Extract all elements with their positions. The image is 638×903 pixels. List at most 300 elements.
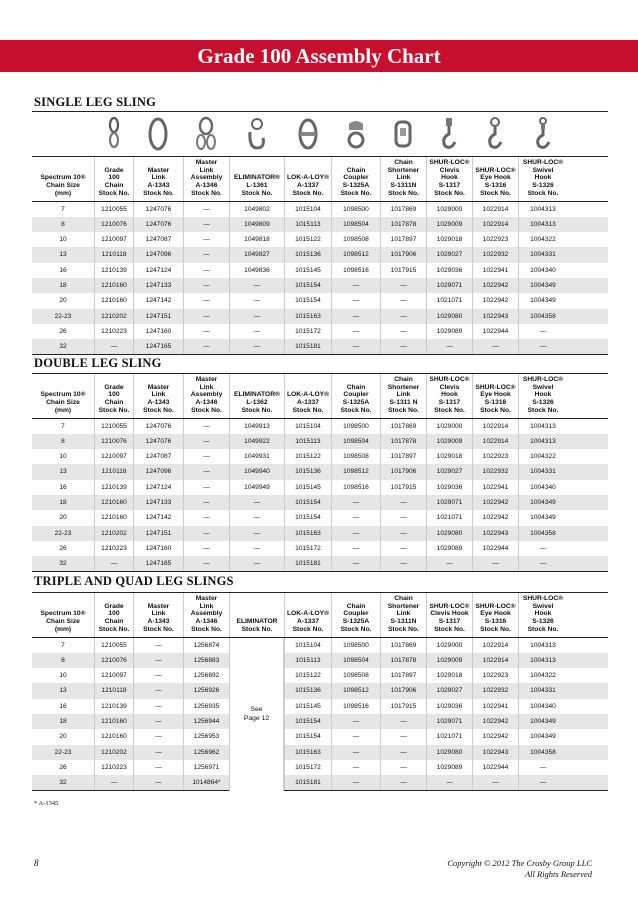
table-cell: 1004331 (518, 683, 567, 698)
table-cell: 13 (59, 468, 67, 476)
table-cell: 1022942 (472, 278, 518, 293)
table-cell: 1017915 (380, 263, 426, 278)
table-cell: — (331, 775, 380, 790)
table-cell: — (229, 339, 284, 354)
table-row (32, 714, 608, 729)
table-cell: 1022932 (472, 464, 518, 479)
table-cell: 1004340 (518, 699, 567, 714)
table-cell: 1210139 (94, 699, 133, 714)
column-header: Spectrum 10® Chain Size (mm) (40, 391, 86, 414)
table-cell: 1015145 (284, 263, 331, 278)
table-cell: 7 (61, 422, 65, 430)
table-cell: 1015136 (284, 247, 331, 262)
column-header: LOK-A-LOY® A-1337 Stock No. (284, 157, 331, 201)
table-cell: 1098512 (331, 247, 380, 262)
table-cell: — (472, 339, 518, 354)
table-cell: — (426, 556, 472, 571)
table-cell: 1247096 (133, 247, 183, 262)
table-cell: 1256935 (183, 699, 229, 714)
table-cell: 26 (59, 763, 67, 771)
table-row (32, 638, 608, 653)
table-cell: 1098516 (331, 699, 380, 714)
table-cell: — (331, 714, 380, 729)
table-body (32, 419, 608, 573)
table-cell: 1004331 (518, 464, 567, 479)
table-cell: 1098508 (331, 449, 380, 464)
table-cell: 32 (59, 560, 67, 568)
table-cell: 1210160 (94, 714, 133, 729)
table-cell: 1017906 (380, 464, 426, 479)
table-cell: 1017897 (380, 668, 426, 683)
table-cell: — (380, 324, 426, 339)
table-cell: 7 (61, 641, 65, 649)
table-cell: — (183, 324, 229, 339)
table-cell: 1098504 (331, 217, 380, 232)
table-row (32, 449, 608, 464)
table-cell: 1015113 (284, 653, 331, 668)
page-title: Grade 100 Assembly Chart (197, 44, 441, 68)
section-title-single: SINGLE LEG SLING (34, 95, 156, 109)
table-cell: — (518, 324, 567, 339)
table-cell: 32 (59, 343, 67, 351)
table-row (32, 699, 608, 714)
table-cell: 1098504 (331, 434, 380, 449)
table-cell: 1247165 (133, 339, 183, 354)
page-title-banner (0, 40, 638, 72)
table-cell: 1247076 (133, 419, 183, 434)
table-cell: 1029018 (426, 232, 472, 247)
column-header: Master Link Assembly A-1346 Stock No. (183, 374, 229, 418)
table-cell: — (183, 434, 229, 449)
table-cell: 8 (61, 220, 65, 228)
table-cell: 26 (59, 327, 67, 335)
copyright: Copyright © 2012 The Crosby Group LLC All Rights Reserved (447, 858, 592, 879)
table-cell: 1017869 (380, 638, 426, 653)
table-cell: — (331, 745, 380, 760)
table-cell: 1015181 (284, 339, 331, 354)
table-cell: 1015154 (284, 278, 331, 293)
table-cell: — (426, 339, 472, 354)
table-cell: 1022944 (472, 324, 518, 339)
table-cell: 1015122 (284, 232, 331, 247)
table-cell: 1022923 (472, 232, 518, 247)
table-cell: — (518, 556, 567, 571)
table-cell: 1029089 (426, 541, 472, 556)
table-cell: — (183, 232, 229, 247)
column-header: LOK-A-LOY® A-1337 Stock No. (284, 374, 331, 418)
table-cell: 1029089 (426, 760, 472, 775)
table-cell: — (183, 556, 229, 571)
table-cell: — (183, 263, 229, 278)
column-header: SHUR-LOC® Swivel Hook S-1326 Stock No. (518, 593, 567, 637)
table-cell: 1021071 (426, 729, 472, 744)
table-cell: 1015104 (284, 638, 331, 653)
table-cell: — (133, 653, 183, 668)
table-cell: 1015145 (284, 699, 331, 714)
table-cell: — (229, 293, 284, 308)
table-cell: — (380, 526, 426, 541)
table-cell: 1015104 (284, 419, 331, 434)
table-cell: 16 (59, 266, 67, 274)
table-row (32, 293, 608, 308)
table-cell: 1022944 (472, 760, 518, 775)
table-cell: 1015154 (284, 510, 331, 525)
table-cell: 1022941 (472, 699, 518, 714)
table-cell: 1247076 (133, 434, 183, 449)
table-cell: — (183, 339, 229, 354)
table-cell: — (380, 339, 426, 354)
table-cell: 1029000 (426, 419, 472, 434)
table-cell: 1004340 (518, 480, 567, 495)
table-cell: 1247076 (133, 202, 183, 217)
table-cell: 20 (59, 297, 67, 305)
table-cell: 18 (59, 499, 67, 506)
table-cell: — (331, 556, 380, 571)
table-cell: 1029027 (426, 464, 472, 479)
table-cell: 1022942 (472, 293, 518, 308)
table-cell: — (380, 278, 426, 293)
table-row (32, 464, 608, 479)
table-cell: 1210055 (94, 202, 133, 217)
table-cell: 1017878 (380, 434, 426, 449)
table-cell: 1017906 (380, 247, 426, 262)
table-cell: — (229, 556, 284, 571)
table-cell: 1210076 (94, 217, 133, 232)
table-cell: 1004349 (518, 729, 567, 744)
table-cell: 1247160 (133, 541, 183, 556)
table-cell: 1022943 (472, 526, 518, 541)
table-cell: 1098500 (331, 638, 380, 653)
table-cell: 1098508 (331, 668, 380, 683)
table-cell: 1015154 (284, 495, 331, 510)
master-link-icon (146, 116, 170, 152)
table-cell: 1210139 (94, 480, 133, 495)
column-header: Master Link Assembly A-1346 Stock No. (183, 157, 229, 201)
table-row (32, 232, 608, 247)
table-cell: — (229, 541, 284, 556)
table-cell: 1022914 (472, 638, 518, 653)
table-cell: 1022943 (472, 309, 518, 324)
table-cell: 1015172 (284, 324, 331, 339)
column-header: ELIMINATOR® L-1361 Stock No. (229, 157, 284, 201)
table-cell: 1017869 (380, 202, 426, 217)
column-header: ELIMINATOR® L-1362 Stock No. (229, 374, 284, 418)
table-cell: 1004313 (518, 202, 567, 217)
table-row (32, 760, 608, 775)
column-header: Chain Shortener Link S-1311N Stock No. (380, 157, 426, 201)
table-cell: 1029036 (426, 263, 472, 278)
table-cell: 1256962 (183, 745, 229, 760)
table-cell: 1029009 (426, 217, 472, 232)
table-row (32, 434, 608, 449)
table-cell: 1029009 (426, 434, 472, 449)
section-title-double: DOUBLE LEG SLING (34, 356, 162, 370)
table-cell: 1210097 (94, 232, 133, 247)
table-cell: 1029027 (426, 683, 472, 698)
table-cell: 1247087 (133, 449, 183, 464)
table-cell: — (133, 683, 183, 698)
table-cell: 1029036 (426, 699, 472, 714)
table-cell: 1022914 (472, 202, 518, 217)
table-cell: 1015113 (284, 217, 331, 232)
table-row (32, 480, 608, 495)
table-cell: 1049949 (229, 480, 284, 495)
table-cell: — (518, 775, 567, 790)
table-cell: — (331, 526, 380, 541)
table-cell: 1029071 (426, 495, 472, 510)
column-header: Master Link A-1343 Stock No. (133, 374, 183, 418)
table-cell: 1015122 (284, 668, 331, 683)
table-cell: — (183, 510, 229, 525)
table-cell: 1015145 (284, 480, 331, 495)
table-cell: 1015163 (284, 309, 331, 324)
table-cell: 1210202 (94, 309, 133, 324)
table-cell: 1210223 (94, 324, 133, 339)
table-cell: — (331, 339, 380, 354)
table-cell: — (133, 668, 183, 683)
table-cell: 1049940 (229, 464, 284, 479)
footnote: * A-1345 (34, 800, 59, 807)
table-cell: 7 (61, 205, 65, 213)
table-cell: — (133, 745, 183, 760)
table-cell: — (183, 526, 229, 541)
table-cell: 1029036 (426, 480, 472, 495)
table-row (32, 510, 608, 525)
table-cell: 1210118 (94, 464, 133, 479)
table-cell: 1017878 (380, 653, 426, 668)
table-cell: — (380, 556, 426, 571)
table-cell: — (229, 495, 284, 510)
table-cell: 1022914 (472, 434, 518, 449)
table-cell: 1015163 (284, 526, 331, 541)
column-header: SHUR-LOC® Clevis Hook S-1317 Stock No. (426, 593, 472, 637)
column-header: Grade 100 Chain Stock No. (94, 157, 133, 201)
table-cell: — (94, 775, 133, 790)
table-cell: 1210202 (94, 526, 133, 541)
table-cell: — (183, 541, 229, 556)
table-cell: 1247151 (133, 526, 183, 541)
table-row (32, 324, 608, 339)
table-cell: — (380, 495, 426, 510)
table-cell: 1029000 (426, 202, 472, 217)
table-cell: 1004349 (518, 495, 567, 510)
column-header: Chain Coupler S-1325A Stock No. (331, 593, 380, 637)
table-cell: 1098500 (331, 419, 380, 434)
table-cell: — (94, 339, 133, 354)
table-row (32, 729, 608, 744)
table-row (32, 775, 608, 790)
table-cell: 1247076 (133, 217, 183, 232)
table-cell: 1004322 (518, 232, 567, 247)
table-cell: 1017906 (380, 683, 426, 698)
table-cell: 1247165 (133, 556, 183, 571)
table-cell: — (183, 480, 229, 495)
table-cell: 1015172 (284, 760, 331, 775)
table-cell: 1015136 (284, 683, 331, 698)
table-cell: 1210097 (94, 449, 133, 464)
table-cell: 1098512 (331, 683, 380, 698)
table-cell: — (133, 699, 183, 714)
table-cell: 1029000 (426, 638, 472, 653)
table-cell: — (183, 309, 229, 324)
table-cell: 1098512 (331, 464, 380, 479)
table-cell: 1022914 (472, 217, 518, 232)
chain-coupler-icon (344, 116, 368, 152)
table-cell: — (229, 278, 284, 293)
table-double (32, 373, 608, 572)
table-cell: 1017897 (380, 232, 426, 247)
table-cell: 1004313 (518, 653, 567, 668)
table-row (32, 683, 608, 698)
table-cell: — (331, 324, 380, 339)
table-cell: 1247142 (133, 293, 183, 308)
table-cell: — (229, 324, 284, 339)
table-cell: 1210055 (94, 419, 133, 434)
column-header: Chain Coupler S-1325A Stock No. (331, 157, 380, 201)
column-header: Spectrum 10® Chain Size (mm) (40, 610, 86, 633)
chain-shortener-icon (391, 116, 415, 152)
lok-a-loy-icon (296, 116, 320, 152)
table-cell: 1210055 (94, 638, 133, 653)
table-cell: 1015113 (284, 434, 331, 449)
table-cell: 1004349 (518, 510, 567, 525)
table-cell: 1256883 (183, 653, 229, 668)
table-cell: 16 (59, 483, 67, 491)
table-cell: 1029027 (426, 247, 472, 262)
table-cell: 1256944 (183, 714, 229, 729)
table-triple (32, 592, 608, 791)
table-cell: 1015181 (284, 775, 331, 790)
table-cell: 1210118 (94, 683, 133, 698)
table-cell: 26 (59, 544, 67, 552)
table-cell: 1015163 (284, 745, 331, 760)
table-cell: — (380, 775, 426, 790)
table-cell: 1004313 (518, 217, 567, 232)
table-cell: 1029018 (426, 668, 472, 683)
table-row (32, 745, 608, 760)
table-cell: 20 (59, 514, 67, 522)
table-cell: — (183, 464, 229, 479)
table-cell: 18 (59, 718, 67, 725)
table-cell: 1029080 (426, 745, 472, 760)
table-cell: 1004349 (518, 714, 567, 729)
table-cell: 13 (59, 251, 67, 259)
table-cell: — (331, 309, 380, 324)
table-cell: — (426, 775, 472, 790)
table-cell: 1022941 (472, 480, 518, 495)
table-cell: 1017897 (380, 449, 426, 464)
table-cell: — (518, 339, 567, 354)
table-cell: 1029071 (426, 278, 472, 293)
column-header: SHUR-LOC® Eye Hook S-1316 Stock No. (472, 374, 518, 418)
table-cell: 10 (59, 672, 67, 680)
table-cell: 10 (59, 453, 67, 461)
column-header: SHUR-LOC® Eye Hook S-1316 Stock No. (472, 157, 518, 201)
table-cell: 1004313 (518, 638, 567, 653)
table-cell: 1017869 (380, 419, 426, 434)
table-cell: 1210160 (94, 293, 133, 308)
table-cell: 32 (59, 779, 67, 787)
table-cell: 1247087 (133, 232, 183, 247)
table-cell: 1021071 (426, 293, 472, 308)
table-cell: 1015181 (284, 556, 331, 571)
column-header: Spectrum 10® Chain Size (mm) (40, 174, 86, 197)
table-cell: — (331, 729, 380, 744)
table-cell: — (380, 745, 426, 760)
table-cell: 1015154 (284, 293, 331, 308)
see-page-12-note: See Page 12 (229, 638, 284, 791)
table-cell: 22-23 (54, 312, 72, 320)
table-cell: 10 (59, 236, 67, 244)
product-icons-row (32, 112, 608, 157)
table-cell: 1015136 (284, 464, 331, 479)
table-cell: — (472, 775, 518, 790)
table-cell: — (380, 293, 426, 308)
table-row (32, 263, 608, 278)
table-cell: 1004349 (518, 278, 567, 293)
table-cell: 1049818 (229, 232, 284, 247)
table-cell: 1015104 (284, 202, 331, 217)
table-cell: — (94, 556, 133, 571)
table-row (32, 419, 608, 434)
table-cell: 1247124 (133, 480, 183, 495)
column-header: SHUR-LOC® Swivel Hook S-1326 Stock No. (518, 157, 567, 201)
table-cell: — (183, 293, 229, 308)
table-cell: — (183, 278, 229, 293)
table-cell: 8 (61, 656, 65, 664)
table-cell: 1210160 (94, 278, 133, 293)
table-cell: 13 (59, 687, 67, 695)
table-cell: — (331, 278, 380, 293)
column-header: SHUR-LOC® Clevis Hook S-1317 Stock No. (426, 157, 472, 201)
table-cell: 1256953 (183, 729, 229, 744)
table-cell: 1256971 (183, 760, 229, 775)
table-cell: 1256892 (183, 668, 229, 683)
table-cell: 1247124 (133, 263, 183, 278)
table-cell: — (183, 247, 229, 262)
table-row (32, 309, 608, 324)
table-header (32, 157, 608, 202)
table-cell: 1015154 (284, 729, 331, 744)
table-cell: 1210160 (94, 495, 133, 510)
table-cell: 1022944 (472, 541, 518, 556)
table-cell: 1017915 (380, 480, 426, 495)
table-cell: — (331, 760, 380, 775)
table-cell: — (331, 293, 380, 308)
table-row (32, 339, 608, 354)
eye-hook-icon (483, 116, 507, 152)
table-row (32, 541, 608, 556)
column-header: Master Link Assembly A-1346 Stock No. (183, 593, 229, 637)
table-cell: — (183, 495, 229, 510)
table-cell: 1022943 (472, 745, 518, 760)
table-cell: 1022923 (472, 449, 518, 464)
table-cell: 1210160 (94, 729, 133, 744)
table-cell: 1004331 (518, 247, 567, 262)
table-cell: 1021071 (426, 510, 472, 525)
table-cell: — (229, 526, 284, 541)
table-cell: 1015122 (284, 449, 331, 464)
table-cell: — (380, 309, 426, 324)
table-cell: — (331, 541, 380, 556)
table-cell: 1049922 (229, 434, 284, 449)
column-header: Master Link A-1343 Stock No. (133, 157, 183, 201)
table-cell: 1004322 (518, 668, 567, 683)
table-cell: 1029071 (426, 714, 472, 729)
table-cell: 1098508 (331, 232, 380, 247)
table-cell: — (133, 729, 183, 744)
table-cell: — (518, 541, 567, 556)
